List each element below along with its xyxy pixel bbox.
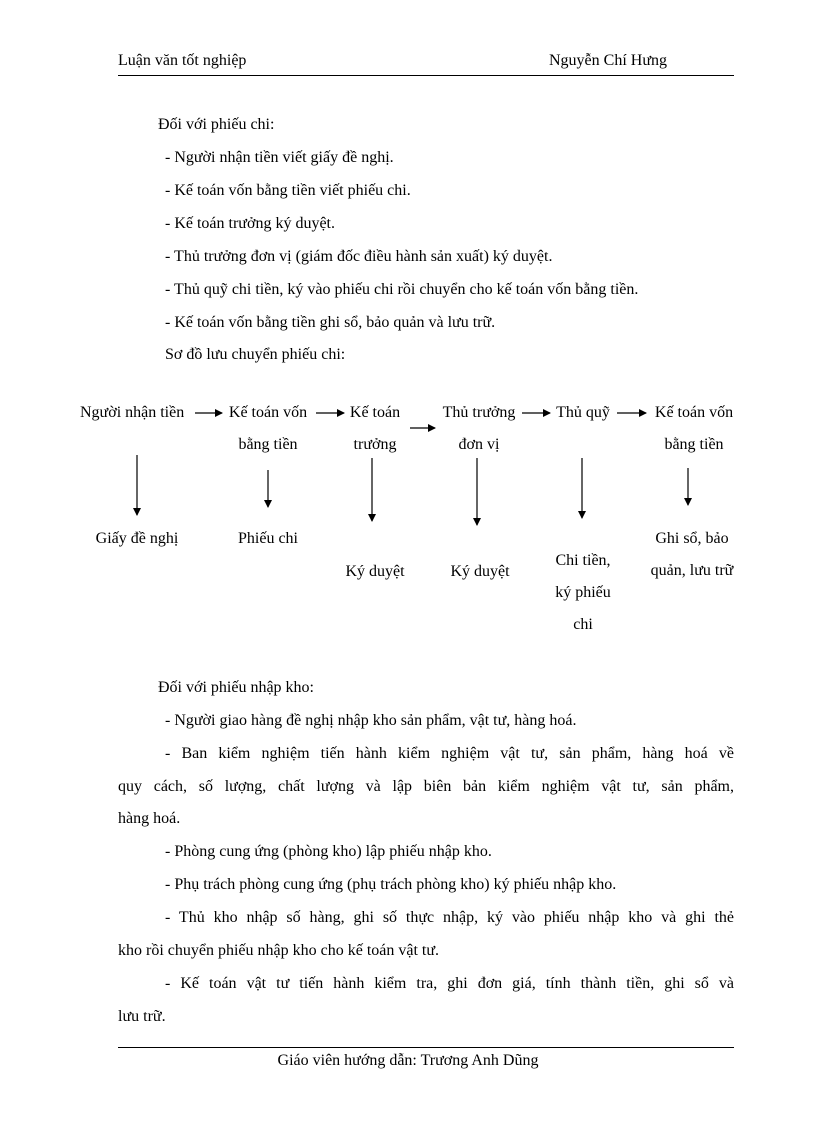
flow-result-ky-duyet-1: Ký duyệt [345,563,405,580]
section2-item-6-line-2: lưu trữ. [118,1008,166,1025]
flow-result-chi-tien: Chi tiền, ký phiếu chi [555,552,611,633]
section1-item-5: - Thủ quỹ chi tiền, ký vào phiếu chi rồi chuyển cho kế toán vốn bằng tiền. [165,281,639,298]
flow-node-thu-truong: Thủ trưởng đơn vị [442,404,516,453]
flow-node-nguoi-nhan-tien: Người nhận tiền [80,404,185,421]
section1-title: Đối với phiếu chi: [158,116,275,133]
header-left-title: Luận văn tốt nghiệp [118,52,247,69]
section1-item-1: - Người nhận tiền viết giấy đề nghị. [165,149,394,166]
header-divider [118,75,734,76]
flow-result-ghi-so: Ghi sổ, bảo quản, lưu trữ [650,530,734,579]
flow-result-giay-de-nghi: Giấy đề nghị [95,530,179,547]
section2-item-4: - Phụ trách phòng cung ứng (phụ trách phòng kho) ký phiếu nhập kho. [165,876,617,893]
section1-item-3: - Kế toán trưởng ký duyệt. [165,215,335,232]
section2-item-1: - Người giao hàng đề nghị nhập kho sản phẩm, vật tư, hàng hoá. [165,712,577,729]
section1-item-4: - Thủ trưởng đơn vị (giám đốc điều hành sản xuất) ký duyệt. [165,248,553,265]
flow-node-thu-quy: Thủ quỹ [556,404,610,421]
footer-divider [118,1047,734,1048]
section2-item-2-line-3: hàng hoá. [118,810,181,827]
section1-item-6: - Kế toán vốn bằng tiền ghi sổ, bảo quản và lưu trữ. [165,314,496,331]
header-author: Nguyễn Chí Hưng [549,52,667,69]
footer-supervisor: Giáo viên hướng dẫn: Trương Anh Dũng [277,1052,539,1069]
diagram-title: Sơ đồ lưu chuyển phiếu chi: [165,346,346,363]
section1-item-2: - Kế toán vốn bằng tiền viết phiếu chi. [165,182,411,199]
section2-item-6-line-1: - Kế toán vật tư tiến hành kiểm tra, ghi đơn giá, tính thành tiền, ghi sổ và [165,975,734,992]
section2-item-3: - Phòng cung ứng (phòng kho) lập phiếu nhập kho. [165,843,492,860]
flow-node-ke-toan-von-1: Kế toán vốn bằng tiền [228,404,308,453]
flow-node-ke-toan-truong: Kế toán trưởng [349,404,401,453]
section2-item-2-line-2: quy cách, số lượng, chất lượng và lập biên bản kiểm nghiệm vật tư, sản phẩm, [118,778,734,795]
flow-node-ke-toan-von-2: Kế toán vốn bằng tiền [654,404,734,453]
flow-result-ky-duyet-2: Ký duyệt [450,563,510,580]
section2-item-2-line-1: - Ban kiểm nghiệm tiến hành kiểm nghiệm vật tư, sản phẩm, hàng hoá về [165,745,734,762]
section2-title: Đối với phiếu nhập kho: [158,679,314,696]
section2-item-5-line-1: - Thủ kho nhập số hàng, ghi số thực nhập, ký vào phiếu nhập kho và ghi thẻ [165,909,734,926]
section2-item-5-line-2: kho rồi chuyển phiếu nhập kho cho kế toán vật tư. [118,942,440,959]
flow-result-phieu-chi: Phiếu chi [238,530,298,547]
